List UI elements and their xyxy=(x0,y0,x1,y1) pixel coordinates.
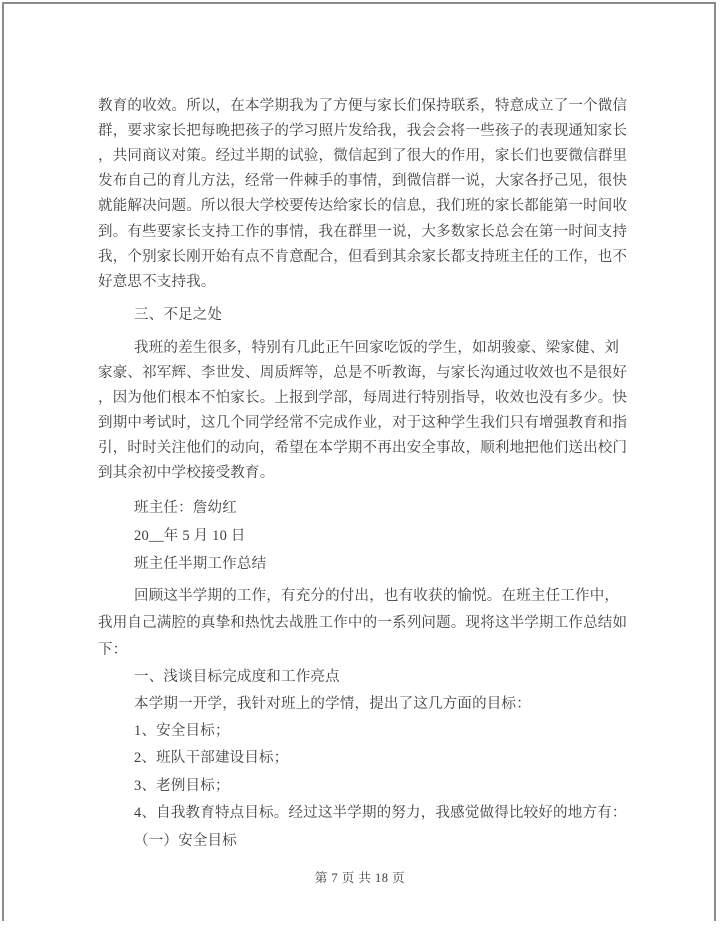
text-line: 三、不足之处 xyxy=(134,307,223,323)
text-line: 4、自我教育特点目标。经过这半学期的努力，我感觉做得比较好的地方有： xyxy=(134,805,627,821)
text-line: 到。有些要家长支持工作的事情，我在群里一说，大多数家长总会在第一时间支持 xyxy=(98,224,628,240)
text-line: 我班的差生很多，特别有几此正午回家吃饭的学生，如胡骏豪、梁家健、刘 xyxy=(134,340,620,356)
text-line: 20__年 5 月 10 日 xyxy=(134,528,246,544)
text-line: ，共同商议对策。经过半期的试验，微信起到了很大的作用，家长们也要微信群里 xyxy=(98,148,628,164)
text-line: 好意思不支持我。 xyxy=(98,274,216,290)
text-line: 本学期一开学，我针对班上的学情，提出了这几方面的目标： xyxy=(134,696,531,712)
text-line: 引，时时关注他们的动向，希望在本学期不再出安全事故，顺利地把他们送出校门 xyxy=(98,440,628,456)
text-line: 班主任：詹幼红 xyxy=(134,500,237,516)
text-line: 我用自己满腔的真挚和热忱去战胜工作中的一系列问题。现将这半学期工作总结如 xyxy=(98,615,628,631)
text-line: （一）安全目标 xyxy=(134,833,237,849)
text-line: 2、班队干部建设目标； xyxy=(134,750,289,766)
text-line: 到其余初中学校接受教育。 xyxy=(98,465,275,481)
text-line: 下： xyxy=(98,642,128,658)
text-line: 1、安全目标； xyxy=(134,723,230,739)
text-line: 就能解决问题。所以很大学校要传达给家长的信息，我们班的家长都能第一时间收 xyxy=(98,198,628,214)
text-line: 3、老例目标； xyxy=(134,778,230,794)
text-line: 回顾这半学期的工作，有充分的付出，也有收获的愉悦。在班主任工作中， xyxy=(134,588,620,604)
text-line: 到期中考试时，这几个同学经常不完成作业，对于这种学生我们只有增强教育和指 xyxy=(98,415,628,431)
text-line: 家豪、祁军辉、李世发、周质辉等，总是不听教诲，与家长沟通过收效也不是很好 xyxy=(98,365,628,381)
text-line: 班主任半期工作总结 xyxy=(134,556,267,572)
text-line: ，因为他们根本不怕家长。上报到学部，每周进行特别指导，收效也没有多少。快 xyxy=(98,390,628,406)
page-number-label: 第 7 页 共 18 页 xyxy=(314,871,406,885)
text-line: 一、浅谈目标完成度和工作亮点 xyxy=(134,669,340,685)
text-line: 我，个别家长刚开始有点不肯意配合，但看到其余家长都支持班主任的工作，也不 xyxy=(98,249,628,265)
page-footer xyxy=(0,868,720,886)
text-line: 发布自己的育儿方法，经常一件棘手的事情，到微信群一说，大家各抒己见，很快 xyxy=(98,173,628,189)
text-line: 群，要求家长把每晚把孩子的学习照片发给我，我会会将一些孩子的表现通知家长 xyxy=(98,123,628,139)
text-line: 教育的收效。所以，在本学期我为了方便与家长们保持联系，特意成立了一个微信 xyxy=(98,98,628,114)
